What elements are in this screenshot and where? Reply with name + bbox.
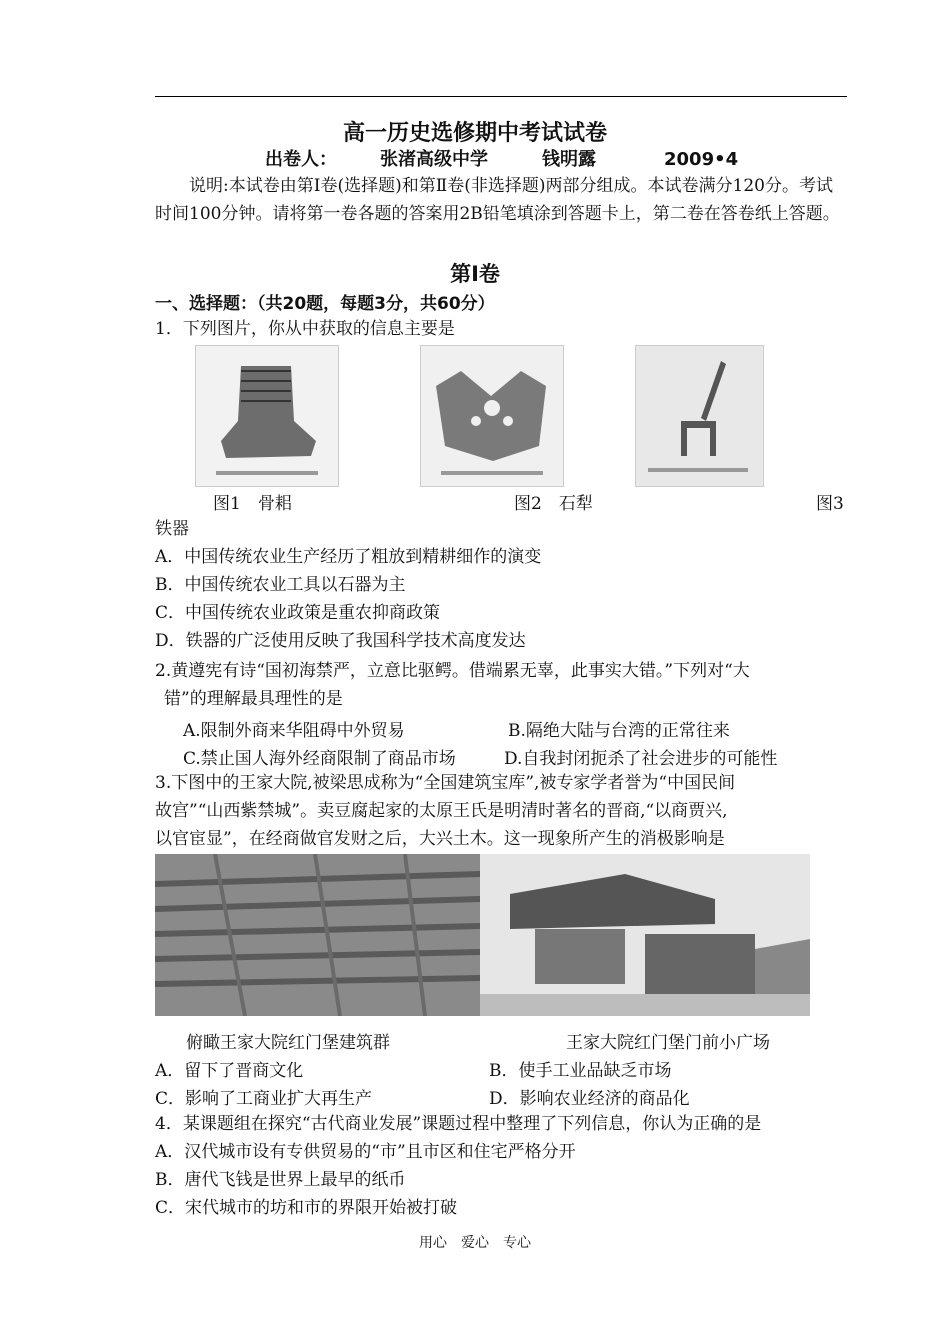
q4-option-b: B．唐代飞钱是世界上最早的纸币: [155, 1170, 406, 1190]
fig2-caption: 图2 石犁: [514, 494, 593, 514]
q1-option-d: D．铁器的广泛使用反映了我国科学技术高度发达: [155, 631, 526, 651]
photo1-caption: 俯瞰王家大院红门堡建筑群: [186, 1033, 390, 1053]
fig3-caption: 图3: [816, 494, 844, 514]
q3-option-c: C．影响了工商业扩大再生产: [155, 1089, 373, 1109]
stone-plough-image: [421, 346, 563, 486]
exam-title: 高一历史选修期中考试试卷: [342, 121, 607, 146]
q1-option-c: C．中国传统农业政策是重农抑商政策: [155, 603, 441, 623]
author-label: 出卷人：: [265, 149, 337, 170]
wang-family-courtyard-photos: [155, 854, 810, 1016]
school-name: 张渚高级中学: [380, 149, 488, 170]
figure-bone-spade: [195, 345, 339, 487]
q4-option-a: A．汉代城市设有专供贸易的“市”且市区和住宅严格分开: [155, 1142, 576, 1162]
q3-stem-line2: 故宫”“山西紫禁城”。卖豆腐起家的太原王氏是明清时著名的晋商,“以商贾兴,: [155, 801, 728, 821]
photo2-caption: 王家大院红门堡门前小广场: [566, 1033, 770, 1053]
q3-stem-line3: 以官宦显”，在经商做官发财之后，大兴土木。这一现象所产生的消极影响是: [155, 829, 725, 849]
figure-stone-plough: [420, 345, 564, 487]
q3-stem-line1: 3.下图中的王家大院,被梁思成称为“全国建筑宝库”,被专家学者誉为“中国民间: [155, 773, 736, 793]
q2-option-b: B.隔绝大陆与台湾的正常往来: [508, 721, 730, 741]
q2-stem-line1: 2.黄遵宪有诗“国初海禁严，立意比驱鳄。借端累无辜，此事实大错。”下列对“大: [155, 661, 750, 681]
author-line: [265, 145, 738, 171]
teacher-name: 钱明露: [542, 149, 596, 170]
fig3-caption-cont: 铁器: [155, 519, 189, 539]
iron-tool-image: [636, 346, 763, 486]
courtyard-photo-image: [155, 854, 810, 1016]
fig1-caption: 图1 骨耜: [213, 494, 292, 514]
header-rule: [155, 96, 847, 97]
q1-option-b: B．中国传统农业工具以石器为主: [155, 575, 406, 595]
q1-option-a: A．中国传统农业生产经历了粗放到精耕细作的演变: [155, 547, 542, 567]
exam-instructions: 说明:本试卷由第Ⅰ卷(选择题)和第Ⅱ卷(非选择题)两部分组成。本试卷满分120分。考试时间100分钟。请将第一卷各题的答案用2B铅笔填涂到答题卡上，第二卷在答卷纸上答题。: [155, 176, 840, 224]
q2-option-d: D.自我封闭扼杀了社会进步的可能性: [504, 749, 778, 769]
q3-option-d: D．影响农业经济的商品化: [489, 1089, 690, 1109]
figure-iron-tool: [635, 345, 764, 487]
bone-spade-image: [196, 346, 338, 486]
q4-stem: 4．某课题组在探究“古代商业发展”课题过程中整理了下列信息，你认为正确的是: [155, 1114, 762, 1134]
page-footer: 用心 爱心 专心: [419, 1235, 531, 1251]
q4-option-c: C．宋代城市的坊和市的界限开始被打破: [155, 1198, 458, 1218]
q1-stem: 1．下列图片，你从中获取的信息主要是: [155, 319, 455, 339]
q2-option-c: C.禁止国人海外经商限制了商品市场: [183, 749, 456, 769]
volume-title: 第Ⅰ卷: [450, 262, 500, 286]
q3-option-a: A．留下了晋商文化: [155, 1061, 304, 1081]
q2-option-a: A.限制外商来华阻碍中外贸易: [183, 721, 405, 741]
exam-date: 2009•4: [664, 149, 739, 170]
q2-stem-line2: 错”的理解最具理性的是: [164, 689, 343, 709]
q3-option-b: B．使手工业品缺乏市场: [489, 1061, 672, 1081]
section-title: 一、选择题：（共20题，每题3分，共60分）: [155, 294, 495, 314]
